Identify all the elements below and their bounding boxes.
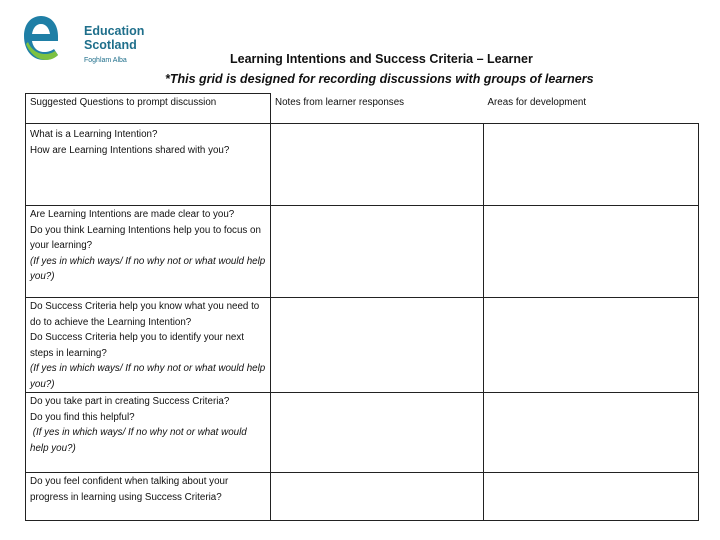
question-note: (If yes in which ways/ If no why not or what would help you?)	[30, 255, 266, 282]
areas-cell[interactable]	[484, 206, 699, 298]
question-cell	[26, 393, 271, 473]
page-title: Learning Intentions and Success Criteria – Learner	[230, 52, 533, 66]
table-row	[26, 298, 699, 393]
question-cell	[26, 206, 271, 298]
question-note: (If yes in which ways/ If no why not or what would help you?)	[30, 363, 266, 390]
table-row	[26, 473, 699, 521]
question-text: Do you think Learning Intentions help you to focus on your learning?	[30, 224, 261, 251]
notes-cell[interactable]	[271, 473, 484, 521]
logo-wordmark	[84, 24, 144, 68]
question-text: Do Success Criteria help you to identify your next steps in learning?	[30, 332, 245, 359]
question-cell	[26, 124, 271, 206]
question-note: (If yes in which ways/ If no why not or what would help you?)	[30, 427, 250, 454]
header-notes: Notes from learner responses	[271, 94, 484, 124]
question-text: Do you feel confident when talking about your progress in learning using Success Criteria?	[30, 476, 229, 503]
question-cell	[26, 473, 271, 521]
notes-cell[interactable]	[271, 298, 484, 393]
table-row	[26, 393, 699, 473]
question-text: Are Learning Intentions are made clear to you?	[30, 209, 235, 220]
header-questions: Suggested Questions to prompt discussion	[26, 94, 271, 124]
question-text: How are Learning Intentions shared with you?	[30, 144, 230, 156]
question-text: Do Success Criteria help you know what you need to do to achieve the Learning Intention?	[30, 301, 260, 328]
question-cell	[26, 298, 271, 393]
education-scotland-logo	[22, 10, 162, 70]
question-text: Do you take part in creating Success Criteria?	[30, 396, 230, 407]
areas-cell[interactable]	[484, 473, 699, 521]
question-text: What is a Learning Intention?	[30, 129, 158, 140]
table-row	[26, 124, 699, 206]
notes-cell[interactable]	[271, 393, 484, 473]
areas-cell[interactable]	[484, 124, 699, 206]
education-scotland-e-mark-icon	[22, 14, 60, 62]
logo-line-education: Education	[84, 24, 145, 38]
areas-cell[interactable]	[484, 393, 699, 473]
header-areas: Areas for development	[484, 94, 699, 124]
notes-cell[interactable]	[271, 206, 484, 298]
table-row	[26, 206, 699, 298]
logo-line-gaelic: Foghlam Alba	[84, 57, 127, 64]
logo-line-scotland: Scotland	[84, 38, 137, 52]
notes-cell[interactable]	[271, 124, 484, 206]
header-row	[26, 94, 699, 124]
question-text: Do you find this helpful?	[30, 411, 135, 423]
page-subtitle: *This grid is designed for recording discussions with groups of learners	[165, 72, 594, 86]
areas-cell[interactable]	[484, 298, 699, 393]
discussion-grid	[25, 93, 699, 521]
